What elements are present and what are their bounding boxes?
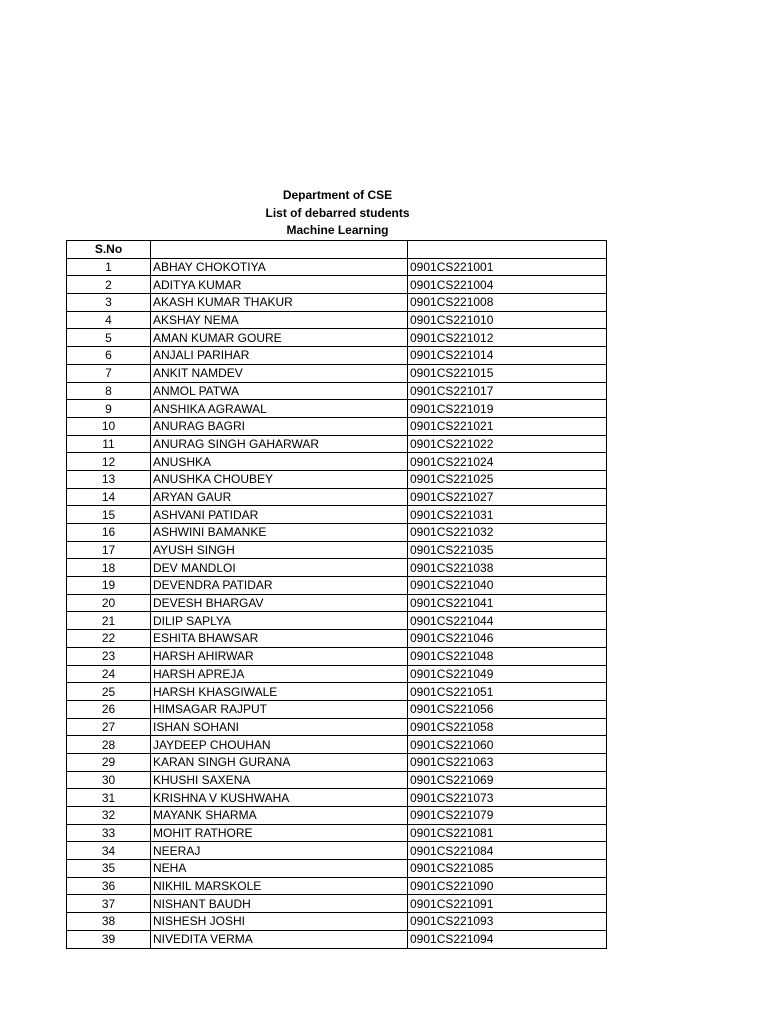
subject-title: Machine Learning <box>286 223 389 238</box>
row-enrollment-no: 0901CS221041 <box>408 594 607 612</box>
row-student-name: ANKIT NAMDEV <box>151 364 408 382</box>
table-row <box>67 541 607 559</box>
row-student-name: AKSHAY NEMA <box>151 311 408 329</box>
row-sno: 8 <box>67 382 151 400</box>
row-enrollment-no: 0901CS221024 <box>408 453 607 471</box>
row-enrollment-no: 0901CS221063 <box>408 753 607 771</box>
row-sno: 32 <box>67 807 151 825</box>
table-row <box>67 736 607 754</box>
table-row <box>67 718 607 736</box>
row-sno: 19 <box>67 577 151 595</box>
row-enrollment-no: 0901CS221040 <box>408 577 607 595</box>
row-student-name: NEERAJ <box>151 842 408 860</box>
table-row <box>67 364 607 382</box>
row-sno: 16 <box>67 524 151 542</box>
table-row <box>67 488 607 506</box>
row-student-name: HIMSAGAR RAJPUT <box>151 700 408 718</box>
row-sno: 28 <box>67 736 151 754</box>
row-student-name: ESHITA BHAWSAR <box>151 630 408 648</box>
table-body <box>67 241 607 949</box>
row-student-name: NIVEDITA VERMA <box>151 930 408 948</box>
row-enrollment-no: 0901CS221094 <box>408 930 607 948</box>
table-row <box>67 524 607 542</box>
row-sno: 15 <box>67 506 151 524</box>
row-enrollment-no: 0901CS221058 <box>408 718 607 736</box>
row-enrollment-no: 0901CS221001 <box>408 258 607 276</box>
row-enrollment-no: 0901CS221031 <box>408 506 607 524</box>
row-enrollment-no: 0901CS221027 <box>408 488 607 506</box>
row-sno: 10 <box>67 417 151 435</box>
row-sno: 20 <box>67 594 151 612</box>
table-row <box>67 311 607 329</box>
table-row <box>67 258 607 276</box>
row-sno: 24 <box>67 665 151 683</box>
column-header-sno: S.No <box>67 241 151 259</box>
row-student-name: DEV MANDLOI <box>151 559 408 577</box>
row-student-name: DEVESH BHARGAV <box>151 594 408 612</box>
table-row <box>67 647 607 665</box>
row-enrollment-no: 0901CS221091 <box>408 895 607 913</box>
row-sno: 6 <box>67 347 151 365</box>
row-student-name: AYUSH SINGH <box>151 541 408 559</box>
table-row <box>67 807 607 825</box>
row-student-name: ANURAG BAGRI <box>151 417 408 435</box>
row-enrollment-no: 0901CS221085 <box>408 860 607 878</box>
row-student-name: ANUSHKA CHOUBEY <box>151 470 408 488</box>
row-sno: 25 <box>67 683 151 701</box>
row-sno: 35 <box>67 860 151 878</box>
row-enrollment-no: 0901CS221012 <box>408 329 607 347</box>
row-enrollment-no: 0901CS221035 <box>408 541 607 559</box>
row-enrollment-no: 0901CS221046 <box>408 630 607 648</box>
row-student-name: JAYDEEP CHOUHAN <box>151 736 408 754</box>
row-student-name: ASHWINI BAMANKE <box>151 524 408 542</box>
row-enrollment-no: 0901CS221069 <box>408 771 607 789</box>
row-enrollment-no: 0901CS221081 <box>408 824 607 842</box>
table-row <box>67 329 607 347</box>
table-row <box>67 895 607 913</box>
row-sno: 22 <box>67 630 151 648</box>
column-header-enrollment <box>408 241 607 259</box>
row-sno: 14 <box>67 488 151 506</box>
row-sno: 1 <box>67 258 151 276</box>
row-student-name: NISHESH JOSHI <box>151 913 408 931</box>
table-row <box>67 930 607 948</box>
row-student-name: ANURAG SINGH GAHARWAR <box>151 435 408 453</box>
table-row <box>67 577 607 595</box>
row-student-name: ISHAN SOHANI <box>151 718 408 736</box>
table-row <box>67 700 607 718</box>
row-enrollment-no: 0901CS221073 <box>408 789 607 807</box>
row-student-name: ABHAY CHOKOTIYA <box>151 258 408 276</box>
table-row <box>67 435 607 453</box>
row-sno: 33 <box>67 824 151 842</box>
table-row <box>67 382 607 400</box>
row-sno: 36 <box>67 877 151 895</box>
row-enrollment-no: 0901CS221022 <box>408 435 607 453</box>
table-row <box>67 594 607 612</box>
table-row <box>67 877 607 895</box>
row-student-name: AMAN KUMAR GOURE <box>151 329 408 347</box>
document-header <box>66 187 609 240</box>
row-sno: 26 <box>67 700 151 718</box>
row-student-name: AKASH KUMAR THAKUR <box>151 294 408 312</box>
row-student-name: MAYANK SHARMA <box>151 807 408 825</box>
row-enrollment-no: 0901CS221017 <box>408 382 607 400</box>
row-student-name: KHUSHI SAXENA <box>151 771 408 789</box>
list-title: List of debarred students <box>265 205 410 220</box>
table-row <box>67 417 607 435</box>
row-enrollment-no: 0901CS221025 <box>408 470 607 488</box>
row-sno: 4 <box>67 311 151 329</box>
row-enrollment-no: 0901CS221014 <box>408 347 607 365</box>
row-enrollment-no: 0901CS221032 <box>408 524 607 542</box>
row-student-name: DILIP SAPLYA <box>151 612 408 630</box>
row-enrollment-no: 0901CS221090 <box>408 877 607 895</box>
row-enrollment-no: 0901CS221056 <box>408 700 607 718</box>
row-sno: 7 <box>67 364 151 382</box>
table-row <box>67 665 607 683</box>
row-sno: 12 <box>67 453 151 471</box>
table-row <box>67 771 607 789</box>
table-row <box>67 753 607 771</box>
row-enrollment-no: 0901CS221010 <box>408 311 607 329</box>
table-row <box>67 789 607 807</box>
row-enrollment-no: 0901CS221021 <box>408 417 607 435</box>
row-sno: 39 <box>67 930 151 948</box>
row-sno: 11 <box>67 435 151 453</box>
row-sno: 34 <box>67 842 151 860</box>
table-row <box>67 294 607 312</box>
row-student-name: NIKHIL MARSKOLE <box>151 877 408 895</box>
row-sno: 31 <box>67 789 151 807</box>
row-enrollment-no: 0901CS221060 <box>408 736 607 754</box>
row-sno: 9 <box>67 400 151 418</box>
table-row <box>67 612 607 630</box>
column-header-name <box>151 241 408 259</box>
row-enrollment-no: 0901CS221015 <box>408 364 607 382</box>
debarred-students-table <box>66 240 607 949</box>
table-row <box>67 860 607 878</box>
row-sno: 3 <box>67 294 151 312</box>
row-student-name: NEHA <box>151 860 408 878</box>
row-student-name: HARSH KHASGIWALE <box>151 683 408 701</box>
row-enrollment-no: 0901CS221093 <box>408 913 607 931</box>
table-row <box>67 506 607 524</box>
table-row <box>67 276 607 294</box>
row-sno: 13 <box>67 470 151 488</box>
row-student-name: NISHANT BAUDH <box>151 895 408 913</box>
row-enrollment-no: 0901CS221019 <box>408 400 607 418</box>
table-row <box>67 683 607 701</box>
row-sno: 23 <box>67 647 151 665</box>
table-row <box>67 824 607 842</box>
row-enrollment-no: 0901CS221051 <box>408 683 607 701</box>
table-row <box>67 453 607 471</box>
row-sno: 27 <box>67 718 151 736</box>
row-sno: 5 <box>67 329 151 347</box>
row-student-name: MOHIT RATHORE <box>151 824 408 842</box>
row-sno: 38 <box>67 913 151 931</box>
row-enrollment-no: 0901CS221008 <box>408 294 607 312</box>
table-row <box>67 559 607 577</box>
table-row <box>67 630 607 648</box>
row-enrollment-no: 0901CS221004 <box>408 276 607 294</box>
row-enrollment-no: 0901CS221044 <box>408 612 607 630</box>
row-sno: 18 <box>67 559 151 577</box>
table-row <box>67 913 607 931</box>
row-enrollment-no: 0901CS221038 <box>408 559 607 577</box>
row-student-name: ANUSHKA <box>151 453 408 471</box>
row-enrollment-no: 0901CS221049 <box>408 665 607 683</box>
row-student-name: HARSH APREJA <box>151 665 408 683</box>
row-student-name: KRISHNA V KUSHWAHA <box>151 789 408 807</box>
row-student-name: ANMOL PATWA <box>151 382 408 400</box>
table-row <box>67 347 607 365</box>
row-enrollment-no: 0901CS221084 <box>408 842 607 860</box>
row-student-name: ADITYA KUMAR <box>151 276 408 294</box>
row-student-name: ANJALI PARIHAR <box>151 347 408 365</box>
table-row <box>67 470 607 488</box>
row-student-name: ASHVANI PATIDAR <box>151 506 408 524</box>
row-student-name: DEVENDRA PATIDAR <box>151 577 408 595</box>
row-sno: 30 <box>67 771 151 789</box>
table-row <box>67 842 607 860</box>
row-sno: 17 <box>67 541 151 559</box>
row-enrollment-no: 0901CS221048 <box>408 647 607 665</box>
table-row <box>67 400 607 418</box>
table-header-row <box>67 241 607 259</box>
row-sno: 2 <box>67 276 151 294</box>
row-student-name: HARSH AHIRWAR <box>151 647 408 665</box>
row-student-name: ARYAN GAUR <box>151 488 408 506</box>
row-enrollment-no: 0901CS221079 <box>408 807 607 825</box>
department-title: Department of CSE <box>282 188 393 202</box>
row-student-name: ANSHIKA AGRAWAL <box>151 400 408 418</box>
row-sno: 21 <box>67 612 151 630</box>
row-sno: 29 <box>67 753 151 771</box>
row-sno: 37 <box>67 895 151 913</box>
row-student-name: KARAN SINGH GURANA <box>151 753 408 771</box>
